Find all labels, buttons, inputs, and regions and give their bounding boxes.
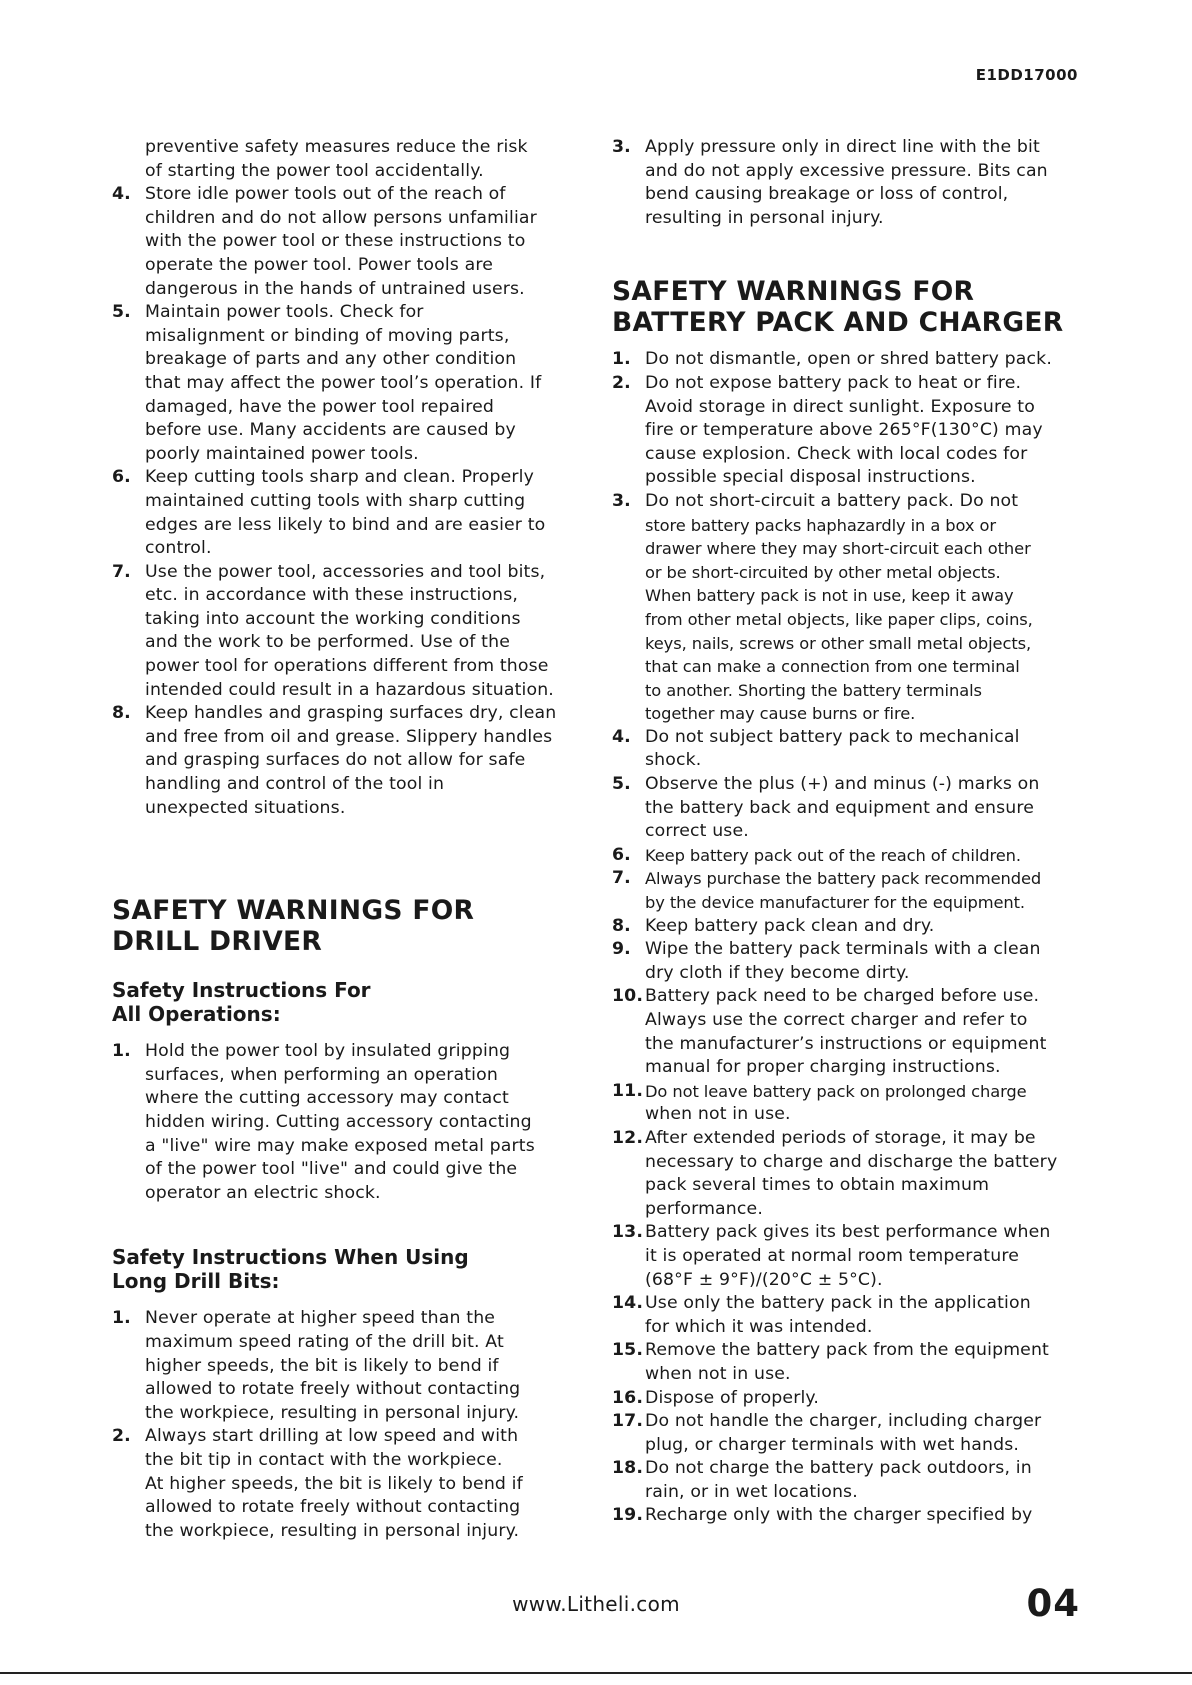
item-number: 12. [612, 1127, 644, 1148]
item-number: 4. [612, 726, 631, 747]
item-number: 18. [612, 1458, 644, 1479]
title-line: All Operations: [112, 1002, 281, 1027]
text-line: edges are less likely to bind and are easier to [145, 514, 546, 535]
list-item [612, 1080, 1082, 1127]
text-line: Do not short-circuit a battery pack. Do not [645, 490, 1019, 511]
text-line: allowed to rotate freely without contacting [145, 1497, 521, 1518]
item-number: 3. [612, 490, 631, 511]
item-text [645, 985, 1082, 1079]
spacer [112, 957, 580, 978]
text-line: the workpiece, resulting in personal injury. [145, 1520, 520, 1541]
model-code: E1DD17000 [975, 66, 1078, 84]
text-line: After extended periods of storage, it may be [645, 1127, 1036, 1148]
text-line: for which it was intended. [645, 1316, 873, 1337]
text-line: the manufacturer’s instructions or equipment [645, 1033, 1047, 1054]
text-line: Avoid storage in direct sunlight. Exposure to [645, 396, 1035, 417]
text-line: Remove the battery pack from the equipment [645, 1340, 1049, 1361]
text-line: of the power tool "live" and could give the [145, 1159, 518, 1180]
text-line: Do not charge the battery pack outdoors, in [645, 1458, 1032, 1479]
text-line: pack several times to obtain maximum [645, 1175, 990, 1196]
text-line: and grasping surfaces do not allow for safe [145, 750, 526, 771]
text-line: When battery pack is not in use, keep it away [645, 586, 1014, 606]
long-drill-bits-subtitle [112, 1245, 580, 1293]
item-text [645, 867, 1082, 914]
text-line: operate the power tool. Power tools are [145, 254, 493, 275]
list-item [612, 985, 1082, 1079]
text-line: fire or temperature above 265°F(130°C) may [645, 420, 1043, 441]
list-item [112, 561, 580, 703]
spacer [112, 820, 580, 895]
item-text [645, 136, 1082, 230]
item-number: 1. [112, 1308, 131, 1329]
text-line: children and do not allow persons unfamiliar [145, 207, 537, 228]
item-number: 3. [612, 137, 631, 157]
text-line: and do not apply excessive pressure. Bits can [645, 160, 1048, 181]
text-line: store battery packs haphazardly in a box or [645, 515, 996, 535]
item-number: 5. [612, 774, 631, 795]
left-column [112, 136, 580, 1543]
text-line: and free from oil and grease. Slippery handles [145, 726, 553, 747]
list-item [612, 1387, 1082, 1411]
text-line: of starting the power tool accidentally. [145, 160, 484, 181]
item-text [645, 1339, 1082, 1386]
item-number: 5. [112, 302, 131, 323]
text-line: Use only the battery pack in the application [645, 1293, 1031, 1314]
item-number: 10. [612, 986, 644, 1007]
text-line: Always start drilling at low speed and with [145, 1426, 519, 1447]
text-line: Do not leave battery pack on prolonged charge [645, 1081, 1027, 1101]
list-item [612, 1292, 1082, 1339]
text-line: the bit tip in contact with the workpiece. [145, 1449, 503, 1470]
text-line: when not in use. [645, 1104, 791, 1125]
item-number: 8. [612, 915, 631, 936]
intro-text [112, 136, 580, 183]
text-line: Do not subject battery pack to mechanical [645, 726, 1020, 747]
list-item [112, 1040, 580, 1205]
text-line: power tool for operations different from those [145, 656, 549, 677]
text-line: Battery pack need to be charged before use. [645, 986, 1040, 1007]
text-line: a "live" wire may make exposed metal parts [145, 1135, 535, 1156]
text-line: Do not handle the charger, including charger [645, 1411, 1042, 1432]
item-text [645, 490, 1082, 726]
item-text [645, 915, 1082, 939]
text-line: Never operate at higher speed than the [145, 1308, 496, 1329]
text-line: breakage of parts and any other condition [145, 349, 517, 370]
spacer [112, 1293, 580, 1307]
text-line: or be short-circuited by other metal objects. [645, 562, 1001, 582]
item-number: 1. [612, 349, 631, 370]
item-number: 19. [612, 1505, 644, 1526]
text-line: Observe the plus (+) and minus (-) marks on [645, 774, 1040, 795]
list-item [612, 490, 1082, 726]
text-line: performance. [645, 1198, 763, 1219]
item-text [145, 183, 580, 301]
item-text [145, 1425, 580, 1543]
text-line: Apply pressure only in direct line with the bit [645, 137, 1040, 157]
title-line: Safety Instructions For [112, 978, 371, 1003]
item-text [145, 466, 580, 560]
text-line: control. [145, 538, 212, 559]
item-text [645, 938, 1082, 985]
list-item [612, 1339, 1082, 1386]
list-item [612, 372, 1082, 490]
item-text [645, 844, 1082, 868]
text-line: maintained cutting tools with sharp cutting [145, 490, 526, 511]
text-line: dangerous in the hands of untrained users. [145, 278, 525, 299]
title-line: BATTERY PACK AND CHARGER [612, 307, 1064, 339]
list-item [612, 938, 1082, 985]
text-line: dry cloth if they become dirty. [645, 962, 910, 983]
text-line: plug, or charger terminals with wet hands. [645, 1434, 1020, 1455]
text-line: handling and control of the tool in [145, 774, 445, 795]
item-number: 2. [112, 1426, 131, 1447]
list-item [112, 1307, 580, 1425]
text-line: when not in use. [645, 1363, 791, 1384]
text-line: and the work to be performed. Use of the [145, 632, 510, 653]
text-line: that can make a connection from one terminal [645, 657, 1020, 677]
text-line: the battery back and equipment and ensure [645, 797, 1035, 818]
item-number: 9. [612, 939, 631, 960]
title-line: SAFETY WARNINGS FOR [112, 895, 475, 927]
text-line: resulting in personal injury. [645, 207, 884, 228]
title-line: SAFETY WARNINGS FOR [612, 276, 975, 308]
item-number: 13. [612, 1222, 644, 1243]
item-text [645, 773, 1082, 844]
text-line: unexpected situations. [145, 797, 346, 818]
text-line: Use the power tool, accessories and tool bits, [145, 561, 546, 582]
text-line: that may affect the power tool’s operation. If [145, 372, 542, 393]
item-text [145, 1040, 580, 1205]
text-line: intended could result in a hazardous situation. [145, 679, 554, 700]
list-item [112, 466, 580, 560]
list-item [112, 301, 580, 466]
item-text [145, 702, 580, 820]
footer-url[interactable]: www.Litheli.com [512, 1592, 680, 1616]
item-number: 4. [112, 184, 131, 205]
battery-section-title [612, 276, 1082, 338]
text-line: etc. in accordance with these instructions, [145, 585, 519, 606]
text-line: Do not expose battery pack to heat or fire. [645, 372, 1022, 393]
text-line: where the cutting accessory may contact [145, 1088, 509, 1109]
bottom-divider [0, 1672, 1192, 1674]
text-line: bend causing breakage or loss of control, [645, 184, 1009, 205]
item-text [145, 301, 580, 466]
list-item [612, 726, 1082, 773]
text-line: necessary to charge and discharge the battery [645, 1151, 1058, 1172]
item-text [645, 372, 1082, 490]
text-line: Wipe the battery pack terminals with a clean [645, 939, 1041, 960]
text-line: Keep handles and grasping surfaces dry, clean [145, 703, 557, 724]
item-text [645, 1292, 1082, 1339]
item-number: 7. [612, 868, 631, 889]
list-item [612, 1457, 1082, 1504]
text-line: operator an electric shock. [145, 1182, 381, 1203]
item-number: 16. [612, 1387, 644, 1408]
list-item [612, 136, 1082, 230]
item-text [645, 1457, 1082, 1504]
text-line: together may cause burns or fire. [645, 704, 916, 724]
text-line: Hold the power tool by insulated gripping [145, 1041, 511, 1062]
item-number: 17. [612, 1411, 644, 1432]
text-line: Battery pack gives its best performance when [645, 1222, 1051, 1243]
text-line: before use. Many accidents are caused by [145, 420, 516, 441]
text-line: with the power tool or these instructions to [145, 231, 526, 252]
item-text [645, 348, 1082, 372]
list-item [612, 1221, 1082, 1292]
text-line: rain, or in wet locations. [645, 1481, 858, 1502]
item-text [145, 561, 580, 703]
item-number: 6. [612, 844, 631, 865]
text-line: the workpiece, resulting in personal injury. [145, 1402, 520, 1423]
item-text [645, 1504, 1082, 1528]
item-number: 7. [112, 561, 131, 582]
text-line: (68°F ± 9°F)/(20°C ± 5°C). [645, 1269, 883, 1290]
text-line: Keep battery pack clean and dry. [645, 915, 935, 936]
list-item [612, 1127, 1082, 1221]
text-line: taking into account the working conditions [145, 608, 521, 629]
item-text [645, 1387, 1082, 1411]
text-line: Always purchase the battery pack recommended [645, 869, 1042, 889]
title-line: Safety Instructions When Using [112, 1245, 469, 1270]
text-line: manual for proper charging instructions. [645, 1057, 1001, 1078]
list-item [612, 773, 1082, 844]
text-line: poorly maintained power tools. [145, 443, 419, 464]
text-line: Do not dismantle, open or shred battery pack. [645, 349, 1052, 370]
text-line: Maintain power tools. Check for [145, 302, 424, 323]
text-line: Dispose of properly. [645, 1387, 819, 1408]
page-number: 04 [1026, 1582, 1080, 1625]
spacer [112, 1205, 580, 1245]
item-number: 14. [612, 1293, 644, 1314]
list-item [612, 915, 1082, 939]
item-number: 6. [112, 467, 131, 488]
item-number: 2. [612, 372, 631, 393]
drill-section-title [112, 895, 580, 957]
text-line: possible special disposal instructions. [645, 467, 976, 488]
text-line: Keep cutting tools sharp and clean. Properly [145, 467, 534, 488]
text-line: At higher speeds, the bit is likely to bend if [145, 1473, 523, 1494]
text-line: allowed to rotate freely without contacting [145, 1379, 521, 1400]
list-item [612, 1504, 1082, 1528]
text-line: hidden wiring. Cutting accessory contacting [145, 1112, 532, 1132]
text-line: Keep battery pack out of the reach of children. [645, 845, 1021, 865]
item-number: 1. [112, 1041, 131, 1062]
list-item [112, 183, 580, 301]
item-text [645, 1127, 1082, 1221]
text-line: higher speeds, the bit is likely to bend if [145, 1355, 499, 1376]
text-line: damaged, have the power tool repaired [145, 396, 495, 417]
text-line: surfaces, when performing an operation [145, 1064, 498, 1085]
item-text [645, 726, 1082, 773]
list-item [612, 867, 1082, 914]
text-line: correct use. [645, 821, 749, 842]
list-item [612, 348, 1082, 372]
text-line: cause explosion. Check with local codes for [645, 443, 1028, 464]
item-text [645, 1410, 1082, 1457]
list-item [112, 1425, 580, 1543]
text-line: by the device manufacturer for the equipment. [645, 893, 1025, 913]
text-line: Recharge only with the charger specified by [645, 1505, 1033, 1526]
list-item [112, 702, 580, 820]
item-text [645, 1080, 1082, 1127]
item-text [145, 1307, 580, 1425]
text-line: keys, nails, screws or other small metal objects, [645, 633, 1032, 653]
text-line: it is operated at normal room temperature [645, 1245, 1019, 1266]
item-number: 11. [612, 1080, 644, 1101]
list-item [612, 844, 1082, 868]
text-line: shock. [645, 750, 702, 771]
item-number: 8. [112, 703, 131, 724]
text-line: preventive safety measures reduce the risk [145, 137, 528, 157]
item-text [645, 1221, 1082, 1292]
text-line: drawer where they may short-circuit each other [645, 539, 1031, 559]
item-number: 15. [612, 1340, 644, 1361]
title-line: DRILL DRIVER [112, 926, 323, 958]
all-operations-subtitle [112, 978, 580, 1026]
text-line: Always use the correct charger and refer to [645, 1010, 1028, 1030]
text-line: misalignment or binding of moving parts, [145, 325, 510, 346]
spacer [612, 338, 1082, 348]
right-column [612, 136, 1082, 1528]
title-line: Long Drill Bits: [112, 1269, 280, 1294]
spacer [612, 230, 1082, 276]
text-line: Store idle power tools out of the reach of [145, 184, 506, 205]
text-line: from other metal objects, like paper clips, coins, [645, 609, 1033, 629]
text-line: maximum speed rating of the drill bit. At [145, 1331, 504, 1352]
list-item [612, 1410, 1082, 1457]
spacer [112, 1026, 580, 1040]
text-line: to another. Shorting the battery terminals [645, 680, 982, 700]
